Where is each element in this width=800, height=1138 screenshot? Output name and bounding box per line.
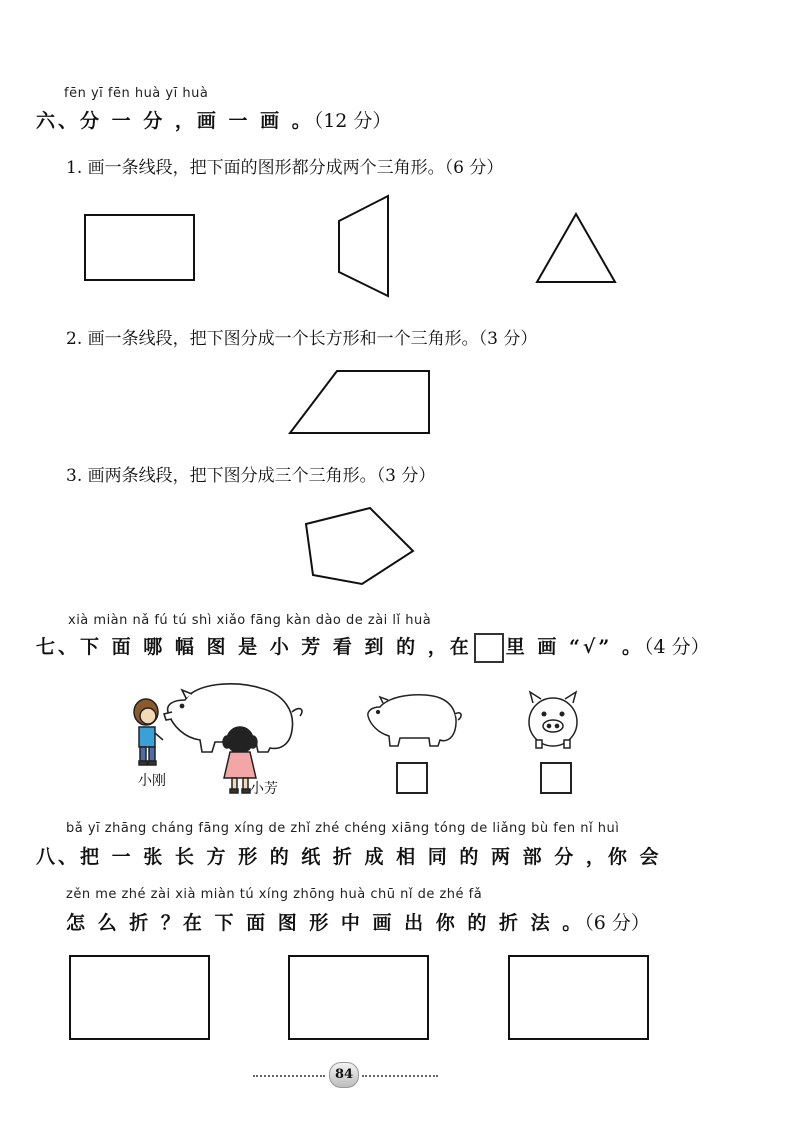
- pig-front-view-option: [529, 692, 577, 748]
- section7-pinyin: xià miàn nǎ fú tú shì xiǎo fāng kàn dào de zài lǐ huà: [68, 613, 432, 628]
- question-6-3: 3. 画两条线段，把下图分成三个三角形。（3 分）: [66, 466, 436, 486]
- section6-pinyin: fēn yī fēn huà yī huà: [64, 86, 209, 101]
- section7-title: [36, 632, 710, 663]
- right-trapezoid-shape[interactable]: [290, 371, 429, 433]
- section6-title-text: 六、分 一 分 ，画 一 画 。: [36, 110, 314, 132]
- section8-score: （6 分）: [584, 912, 650, 934]
- fold-rectangle-2[interactable]: [289, 956, 428, 1039]
- triangle-shape[interactable]: [537, 214, 615, 282]
- label-boy: 小刚: [138, 773, 166, 789]
- section7-title-before: 七、下 面 哪 幅 图 是 小 芳 看 到 的 ，在: [36, 636, 472, 658]
- question-6-1: 1. 画一条线段，把下面的图形都分成两个三角形。（6 分）: [66, 158, 504, 178]
- label-girl: 小芳: [250, 781, 278, 797]
- fold-rectangle-1[interactable]: [70, 956, 209, 1039]
- inline-answer-box-sample: [474, 633, 504, 663]
- section8-pinyin-line1: bǎ yī zhāng cháng fāng xíng de zhǐ zhé chéng xiāng tóng de liǎng bù fen nǐ huì: [66, 821, 620, 836]
- page-number: 84: [329, 1062, 359, 1088]
- section6-score: （12 分）: [313, 110, 392, 132]
- section8-pinyin-line2: zěn me zhé zài xià miàn tú xíng zhōng huà chū nǐ de zhé fǎ: [66, 887, 483, 902]
- section8-line2-text: 怎 么 折 ？在 下 面 图 形 中 画 出 你 的 折 法 。: [66, 912, 585, 934]
- rectangle-shape[interactable]: [85, 215, 194, 280]
- fold-rectangle-3[interactable]: [509, 956, 648, 1039]
- pig-side-view-option: [368, 695, 461, 746]
- answer-checkbox-front-view[interactable]: [540, 762, 572, 794]
- boy-xiaogang-illustration: [134, 699, 163, 765]
- section8-title-line1: 八、把 一 张 长 方 形 的 纸 折 成 相 同 的 两 部 分 ，你 会: [36, 846, 662, 868]
- section7-score: （4 分）: [643, 636, 710, 658]
- section7-title-after: 里 画 “√” 。: [505, 636, 644, 658]
- trapezoid-shape[interactable]: [339, 196, 388, 296]
- section8-title-line2: [66, 908, 650, 935]
- footer-dots-left: [253, 1075, 325, 1077]
- pentagon-shape[interactable]: [306, 508, 413, 584]
- answer-checkbox-side-view[interactable]: [396, 762, 428, 794]
- footer-dots-right: [362, 1075, 438, 1077]
- question-6-2: 2. 画一条线段，把下图分成一个长方形和一个三角形。（3 分）: [66, 329, 538, 349]
